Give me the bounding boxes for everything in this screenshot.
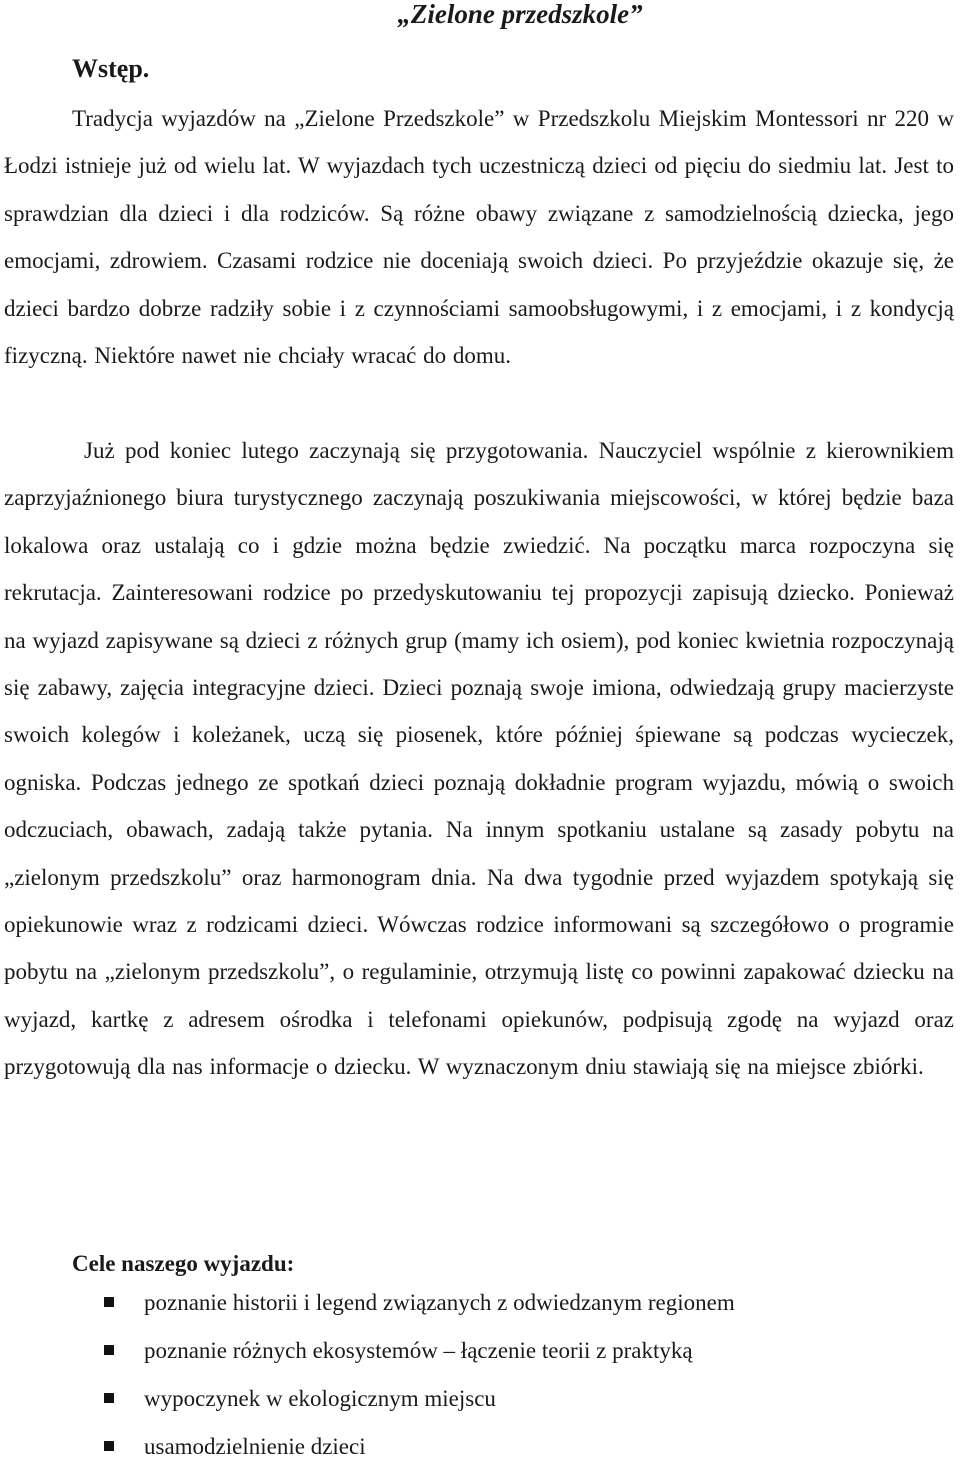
goal-text: poznanie różnych ekosystemów – łączenie teorii z praktyką — [144, 1338, 693, 1363]
intro-paragraph-2: Już pod koniec lutego zaczynają się przygotowania. Nauczyciel wspólnie z kierownikiem zaprzyjaźnionego biura turystycznego zaczynają poszukiwania miejscowości, w której będzie baza lokalowa oraz ustalają co i gdzie można będzie zwiedzić. Na początku marca rozpoczyna się rekrutacja. Zainteresowani rodzice po przedyskutowaniu tej propozycji zapisują dziecko. Ponieważ na wyjazd zapisywane są dzieci z różnych grup (mamy ich osiem), pod koniec kwietnia rozpoczynają się zabawy, zajęcia integracyjne dzieci. Dzieci poznają swoje imiona, odwiedzają grupy macierzyste swoich kolegów i koleżanek, uczą się piosenek, które później śpiewane są podczas wycieczek, ogniska. Podczas jednego ze spotkań dzieci poznają dokładnie program wyjazdu, mówią o swoich odczuciach, obawach, zadają także pytania. Na innym spotkaniu ustalane są zasady pobytu na „zielonym przedszkolu” oraz harmonogram dnia. Na dwa tygodnie przed wyjazdem spotykają się opiekunowie wraz z rodzicami dzieci. Wówczas rodzice informowani są szczegółowo o programie pobytu na „zielonym przedszkolu”, o regulaminie, otrzymują listę co powinni zapakować dziecku na wyjazd, kartkę z adresem ośrodka i telefonami opiekunów, podpisują zgodę na wyjazd oraz przygotowują dla nas informacje o dziecku. W wyznaczonym dniu stawiają się na miejsce zbiórki. — [4, 438, 954, 1080]
list-item — [104, 1336, 735, 1384]
list-item — [104, 1288, 735, 1336]
goals-heading: Cele naszego wyjazdu: — [72, 1251, 295, 1276]
intro-heading: Wstęp. — [72, 54, 150, 83]
square-bullet-icon — [104, 1297, 114, 1307]
goal-text: poznanie historii i legend związanych z odwiedzanym regionem — [144, 1290, 735, 1315]
goal-text: usamodzielnienie dzieci — [144, 1434, 366, 1459]
goals-list — [104, 1288, 735, 1480]
list-item — [104, 1432, 735, 1480]
goal-text: wypoczynek w ekologicznym miejscu — [144, 1386, 496, 1411]
square-bullet-icon — [104, 1345, 114, 1355]
intro-paragraph-1: Tradycja wyjazdów na „Zielone Przedszkole” w Przedszkolu Miejskim Montessori nr 220 w Łodzi istnieje już od wielu lat. W wyjazdach tych uczestniczą dzieci od pięciu do siedmiu lat. Jest to sprawdzian dla dzieci i dla rodziców. Są różne obawy związane z samodzielnością dziecka, jego emocjami, zdrowiem. Czasami rodzice nie doceniają swoich dzieci. Po przyjeździe okazuje się, że dzieci bardzo dobrze radziły sobie i z czynnościami samoobsługowymi, i z emocjami, i z kondycją fizyczną. Niektóre nawet nie chciały wracać do domu. — [4, 106, 954, 369]
document-title: „Zielone przedszkole” — [397, 0, 643, 29]
list-item — [104, 1384, 735, 1432]
square-bullet-icon — [104, 1441, 114, 1451]
square-bullet-icon — [104, 1393, 114, 1403]
